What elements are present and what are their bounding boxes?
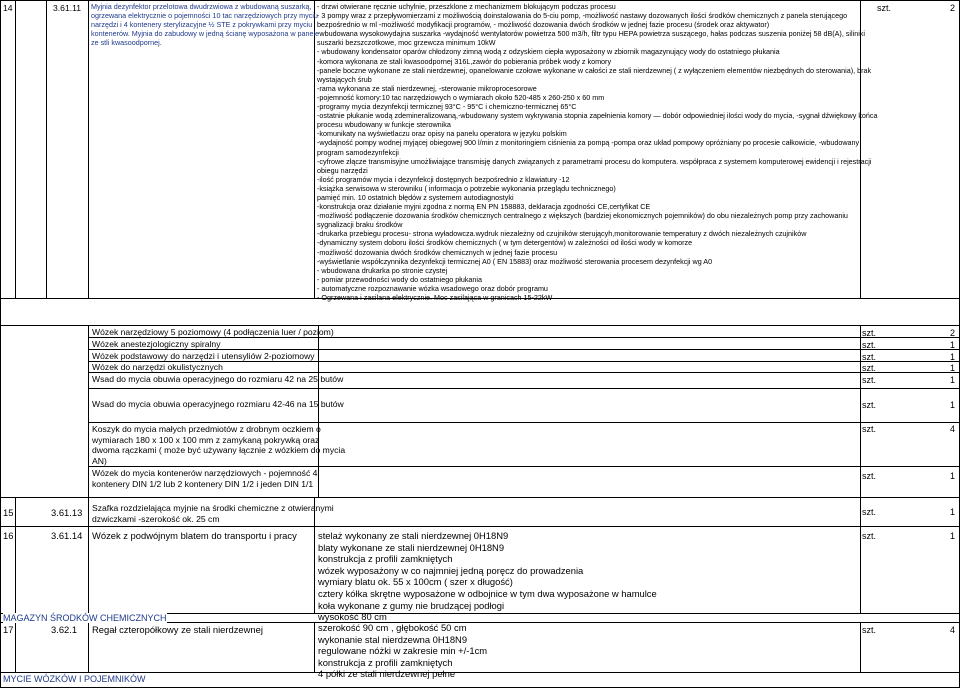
spec-line: -drukarka przebiegu procesu- strona wyładowcza.wydruk niezależny od czujników sterującyh,monitorowanie temperatury z dwóch niezależnych czujników [317, 229, 807, 239]
item-name-line: kontenerów. Myjnia do zabudowy w jedną ścianę wyposażona w panele [91, 29, 320, 39]
spec-line: procesu wbudowany w funkcje sterownika [317, 120, 451, 130]
quantity: 1 [949, 531, 955, 541]
container-cart-line: Wózek do mycia kontenerów narzędziowych - pojemność 4 [92, 468, 318, 478]
spec-line: konstrukcja z profili zamkniętych [318, 553, 453, 565]
row-border [0, 0, 960, 1]
col-divider [15, 622, 16, 672]
spec-line: -rama wykonana ze stali nierdzewnej, -sterowanie mikroprocesorowe [317, 83, 537, 93]
basket-description [92, 424, 345, 466]
spec-line: -komora wykonana ze stali kwasoodpornej 316L,zawór do pobierania próbek wody z komory [317, 56, 612, 66]
spec-line: wykonanie stal nierdzewna 0H18N9 [318, 633, 468, 645]
spec-line: - wbudowana drukarka po stronie czystej [317, 265, 448, 275]
item-name-line: dzwiczkami -szerokość ok. 25 cm [92, 513, 220, 524]
spec-line: - Ogrzewana i zasilana elektrycznie. Moc zasilająca w granicach 15-22kW [317, 293, 553, 302]
spec-line: sygnalizacji braku środków [317, 220, 403, 230]
quantity: 1 [949, 363, 955, 373]
spec-line: wymiary blatu ok. 55 x 100cm ( szer x długość) [318, 576, 513, 588]
row-border [88, 422, 960, 423]
unit-label: szt. [862, 340, 877, 350]
col-divider [15, 497, 16, 613]
spec-line: -ostatnie płukanie wodą zdemineralizowaną,-wbudowany system wykrywania stopnia zapełnienia komory — dobór odpowiedniej ilości wody do mycia, -sygnał dźwiękowy końca [317, 111, 878, 121]
unit-label: szt. [862, 352, 877, 362]
spec-line: -książka serwisowa w sterowniku ( informacja o potrzebie wykonania przeglądu technicznego) [317, 183, 616, 193]
col-divider [860, 325, 861, 497]
col-divider [860, 0, 861, 298]
quantity: 1 [949, 352, 955, 362]
item-name: Regał czteropółkowy ze stali nierdzewnej [92, 624, 263, 635]
spec-line: regulowane nóżki w zakresie min +/-1cm [318, 645, 488, 657]
spec-line: - pomiar przewodności wody do ostatniego płukania [317, 274, 483, 284]
basket-line: wymiarach 180 x 100 x 100 mm z zamykaną pokrywką oraz [92, 434, 320, 445]
spec-line: suszarki bezszczotkowe, moc grzewcza minimum 10kW [317, 38, 496, 48]
spec-line: - drzwi otwierane ręcznie uchylnie, przeszklone z mechanizmem blokującym podczas procesu [317, 2, 616, 11]
col-divider [88, 0, 89, 298]
item-name-line: narzędzi i 4 kontenery sterylizacyjne ½ STE z pokrywkami przy myciu [91, 20, 313, 30]
row-number: 15 [3, 507, 14, 518]
unit-label: szt. [877, 3, 892, 13]
item-code: 3.61.14 [51, 530, 83, 541]
quantity: 4 [949, 625, 955, 635]
spec-line: - wbudowany kondensator oparów chłodzony zimną wodą z odzyskiem ciepła wyposażony w zbiornik magazynujący wody do ostatniego płukania [317, 47, 780, 57]
spec-line: 4 półki ze stali nierdzewnej pełne [318, 668, 456, 680]
basket-line: Koszyk do mycia małych przedmiotów z drobnym oczkiem o [92, 424, 321, 434]
row-number: 17 [3, 624, 14, 635]
col-divider [88, 497, 89, 613]
item-specification [318, 622, 488, 680]
spec-line: -komunikaty na wyświetlaczu oraz opisy na panelu operatora w języku polskim [317, 129, 567, 139]
row-border [0, 526, 960, 527]
spec-line: program samodezynfekcji [317, 147, 399, 157]
spec-line: koła wykonane z gumy nie brudzącej podłogi [318, 599, 505, 611]
item-name-line: ogrzewana elektrycznie o pojemności 10 tac narzędziowych przy myciu [91, 11, 318, 21]
col-divider [46, 0, 47, 298]
quantity: 1 [949, 340, 955, 350]
item-specification [317, 2, 878, 302]
container-cart-description [92, 468, 317, 489]
spec-line: -pojemność komory:10 tac narzędziowych o wymiarach około 520-485 x 260-250 x 60 mm [317, 92, 605, 102]
spec-line: - 3 pompy wraz z przepływomierzami z możliwością doinstalowania do 5-ciu pomp, -możliwość nastawy dozowanych ilości środków chemicznych z panela sterującego [317, 11, 848, 21]
spec-line: obiegu narzędzi [317, 165, 368, 175]
container-cart-line: kontenery DIN 1/2 lub 2 kontenery DIN 1/2 i jeden DIN 1/1 [92, 478, 314, 489]
row-number: 16 [3, 530, 14, 541]
spec-line: -dynamiczny system doboru ilości środków chemicznych ( w tym detergentów) w zależności od ilości wody w komorze [317, 238, 693, 248]
unit-label: szt. [862, 507, 877, 517]
item-name [92, 503, 334, 524]
unit-label: szt. [862, 471, 877, 481]
unit-label: szt. [862, 375, 877, 385]
accessory-name: Wsad do mycia obuwia operacyjnego do rozmiaru 42 na 25 butów [92, 374, 344, 384]
accessory-name: Wózek anestezjologiczny spiralny [92, 339, 221, 349]
col-divider [15, 0, 16, 298]
item-name: Wózek z podwójnym blatem do transportu i pracy [92, 530, 297, 541]
spec-line: -ilość programów mycia i dezynfekcji dostępnych bezpośrednio z klawiatury -12 [317, 174, 570, 184]
basket-line: dwoma rączkami ( może być używany łącznie z wózkiem do mycia [92, 445, 346, 456]
quantity: 1 [949, 375, 955, 385]
spec-line: -panele boczne wykonane ze stali nierdzewnej, opanelowanie czołowe wykonane w całości ze stali nierdzewnej ( z wyłączeniem elementów niezbędnych do sterowania), brak [317, 65, 872, 75]
spec-line: cztery kółka skrętne wyposażone w odbojnice w tym dwa wyposażone w hamulce [318, 587, 657, 599]
quantity: 4 [949, 424, 955, 434]
spec-line: konstrukcja z profili zamkniętych [318, 656, 453, 668]
unit-label: szt. [862, 625, 877, 635]
accessory-name: Wsad do mycia obuwia operacyjnego rozmiaru 42-46 na 15 butów [92, 399, 344, 409]
accessory-name: Wózek do narzędzi okulistycznych [92, 362, 223, 372]
item-name-line: Myjnia dezynfektor przelotowa dwudrzwiowa z wbudowaną suszarką, [91, 2, 312, 11]
basket-line: AN) [92, 455, 107, 466]
col-divider [314, 622, 315, 672]
col-divider [314, 0, 315, 298]
spec-line: blaty wykonane ze stali nierdzewnej 0H18N9 [318, 541, 505, 553]
spec-line: -wydajność pompy wodnej myjącej obiegowej 900 l/min z monitoringiem ciśnienia za pompą -pompa oraz układ pompowy opróżniany po procesie całkowicie, -wbudowany [317, 138, 860, 148]
accessory-name: Wózek narzędziowy 5 poziomowy (4 podłączenia luer / poziom) [92, 327, 334, 337]
unit-label: szt. [862, 328, 877, 338]
quantity: 1 [949, 507, 955, 517]
col-divider [860, 622, 861, 672]
item-specification [318, 530, 657, 623]
row-border [0, 325, 960, 326]
unit-label: szt. [862, 424, 877, 434]
spec-line: wózek wyposażony w co najmniej jedną poręcz do prowadzenia [318, 564, 584, 576]
row-border [0, 497, 960, 498]
unit-label: szt. [862, 531, 877, 541]
spec-line: -możliwość dozowania dwóch środków chemicznych w jednej fazie procesu [317, 247, 558, 257]
item-code: 3.61.11 [53, 3, 82, 13]
quantity: 1 [949, 471, 955, 481]
spec-line: wysokość 80 cm [318, 611, 387, 623]
table-border-left [0, 0, 1, 688]
spec-line: szerokość 90 cm , głębokość 50 cm [318, 622, 467, 633]
quantity: 2 [949, 328, 955, 338]
col-divider [318, 325, 319, 497]
item-name-line: ze stli kwasoodpornej. [91, 38, 162, 48]
spec-line: stelaż wykonany ze stali nierdzewnej 0H18N9 [318, 530, 509, 541]
col-divider [88, 325, 89, 497]
item-name [91, 2, 320, 48]
row-number: 14 [3, 3, 13, 13]
unit-label: szt. [862, 400, 877, 410]
spec-line: pamięć min. 10 ostatnich błędów z systemem autodiagnostyki [317, 192, 514, 202]
accessory-name: Wózek podstawowy do narzędzi i utensyliów 2-poziomowy [92, 351, 315, 361]
col-divider [88, 622, 89, 672]
spec-line: -wbudowana wysokowydajna suszarka -wydajność wentylatorów powietrza 500 m3/h, filtr typu HEPA powietrza suszącego, hałas podczas suszenia poniżej 58 dB(A), siliniki [317, 29, 865, 39]
quantity: 1 [949, 400, 955, 410]
spec-line: -cyfrowe złącze transmisyjne umożliwiające transmisję danych związanych z parametrami procesu do komputera. współpraca z systemem komputerowej ewidencji i rejestracji [317, 156, 872, 166]
item-name-line: Szafka rozdzielająca myjnie na środki chemiczne z otwieranymi [92, 503, 334, 513]
unit-label: szt. [862, 363, 877, 373]
spec-line: -wyświetlanie współczynnika dezynfekcji termicznej A0 ( EN 15883) oraz możliwość sterowania procesem dezynfekcji wg A0 [317, 256, 713, 266]
spec-line: - automatyczne rozpoznawanie wózka wsadowego oraz dobór programu [317, 283, 548, 293]
spec-line: bezpośrednio w ml -możliwość modyfikacji programów, - możliwość dozowania dwóch środków w jednej fazie procesu (środek oraz aktywator) [317, 20, 770, 30]
spec-line: -konstrukcja oraz działanie myjni zgodna z normą EN PN 158883, deklaracja zgodności CE,certyfikat CE [317, 202, 651, 212]
quantity: 2 [949, 3, 955, 13]
section-header: MAGAZYN ŚRODKÓW CHEMICZNYCH [3, 613, 167, 623]
spec-line: -możliwość podłączenie dozowania środków chemicznych centralnego z większych (bardziej ekonomicznych pojemników) do obu niezależnych pomp przy zachowaniu [317, 211, 848, 221]
row-border [88, 388, 960, 389]
spec-line: wystających śrub [317, 74, 372, 84]
item-code: 3.62.1 [51, 624, 78, 635]
section-header: MYCIE WÓZKÓW I POJEMNIKÓW [3, 674, 146, 684]
spec-line: -programy mycia dezynfekcji termicznej 93°C - 95°C i chemiczno-termicznej 65°C [317, 102, 577, 112]
item-code: 3.61.13 [51, 507, 83, 518]
col-divider [860, 497, 861, 613]
